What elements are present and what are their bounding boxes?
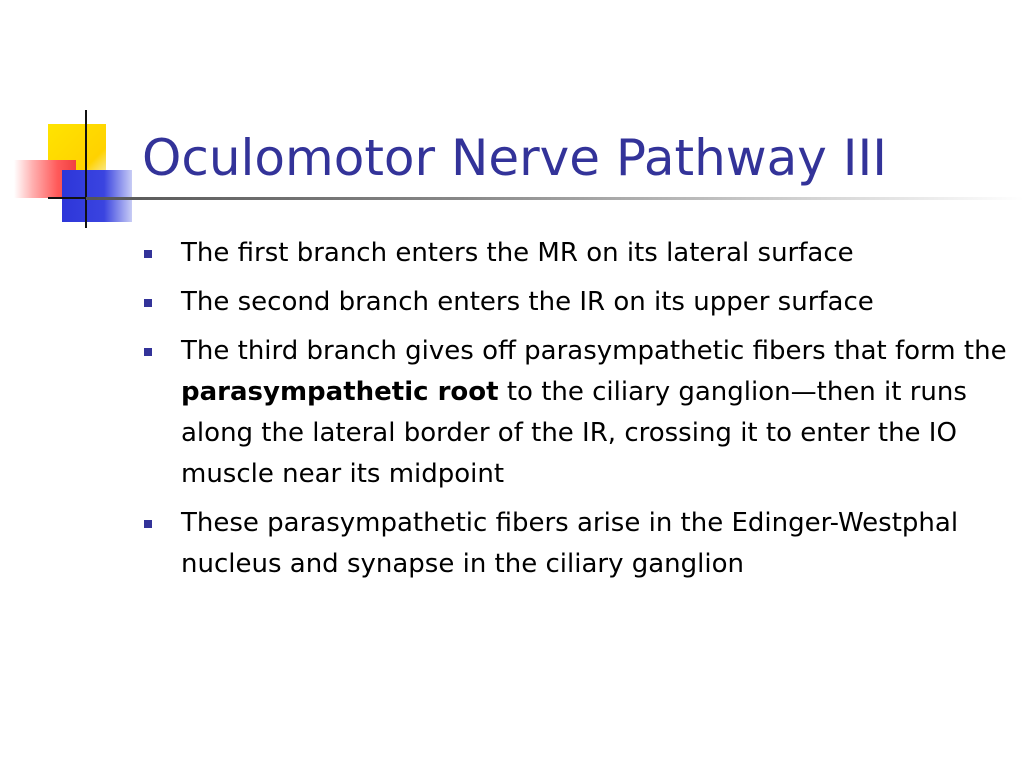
slide-title: Oculomotor Nerve Pathway III [142, 129, 888, 187]
color-squares-logo-icon [0, 0, 150, 240]
bullet-item [142, 233, 1010, 274]
bullet-list [142, 233, 1010, 593]
bullet-item [142, 503, 1010, 585]
vertical-crosshair-line [85, 110, 87, 228]
blue-square [62, 170, 132, 222]
bullet-text-before-bold: The third branch gives off parasympathetic fibers that form the [181, 336, 1007, 366]
bullet-item [142, 282, 1010, 323]
bullet-text: The second branch enters the IR on its upper surface [181, 287, 874, 317]
square-bullet-icon [144, 520, 152, 528]
bullet-text-after-bold: to the ciliary ganglion—then it runs along the lateral border of the IR, crossing it to enter the IO muscle near its midpoint [181, 377, 967, 489]
bullet-text-bold-term: parasympathetic root [181, 377, 499, 407]
bullet-text: The first branch enters the MR on its lateral surface [181, 238, 854, 268]
title-underline-rule [86, 197, 1024, 200]
square-bullet-icon [144, 348, 152, 356]
bullet-text: These parasympathetic fibers arise in the Edinger-Westphal nucleus and synapse in the ciliary ganglion [181, 508, 959, 579]
square-bullet-icon [144, 299, 152, 307]
square-bullet-icon [144, 250, 152, 258]
bullet-item [142, 331, 1010, 495]
